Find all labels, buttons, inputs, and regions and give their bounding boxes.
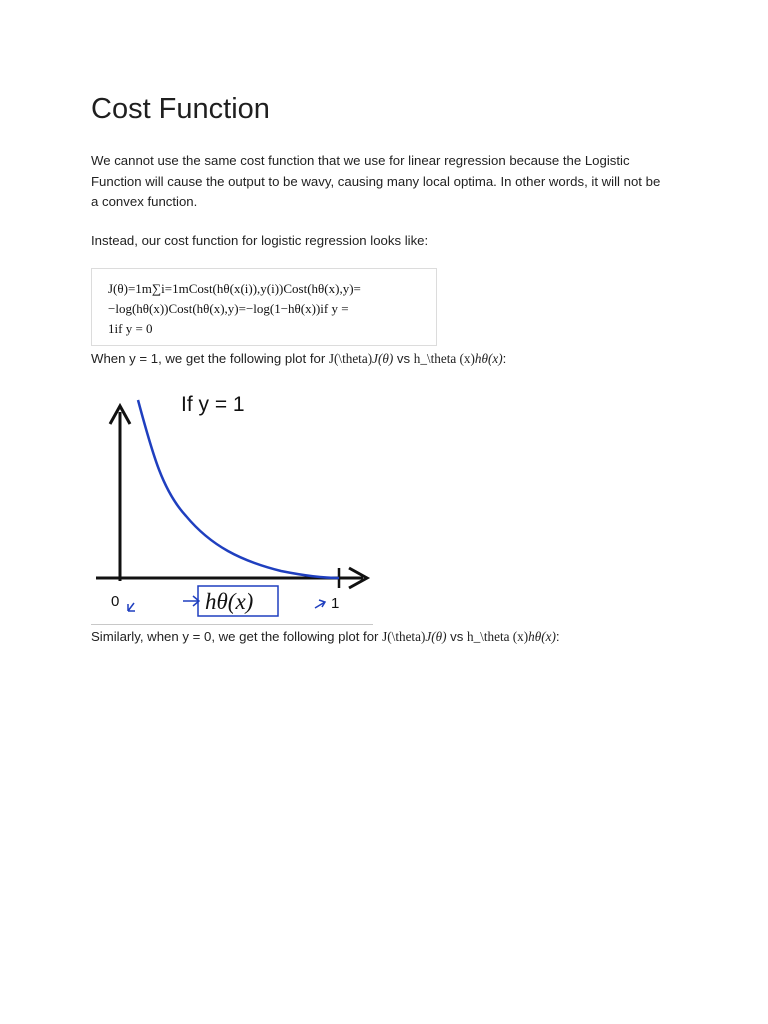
plot-bottom-divider — [91, 624, 373, 625]
paragraph-convexity: We cannot use the same cost function that we use for linear regression because the Logistic Function will cause the output to be wavy, causing many local optima. In other words, it will not be a convex function. — [91, 153, 661, 209]
text-prefix: When y = 1, we get the following plot for — [91, 351, 329, 366]
formula-line-1: J(θ)=1m∑i=1mCost(hθ(x(i)),y(i))Cost(hθ(x),y)= — [108, 281, 361, 296]
formula-line-2: −log(hθ(x))Cost(hθ(x),y)=−log(1−hθ(x))if y = — [108, 301, 349, 316]
hand-arrow-label-icon — [183, 596, 199, 606]
tick-label-one: 1 — [331, 595, 340, 612]
hand-arrow-zero-icon — [128, 603, 135, 611]
paragraph-plot-y1 — [91, 349, 666, 370]
raw-latex-j-theta: J(\theta) — [328, 351, 373, 366]
text-prefix: Similarly, when y = 0, we get the following plot for — [91, 629, 383, 644]
paragraph-plot-y0 — [91, 627, 666, 648]
page-title: Cost Function — [91, 93, 270, 125]
raw-latex-h-theta: h_\theta (x) — [413, 351, 475, 366]
math-h-theta: hθ(x) — [474, 351, 503, 366]
text-vs: vs — [393, 351, 414, 366]
hand-arrow-one-icon — [315, 600, 325, 608]
raw-latex-j-theta: J(\theta) — [382, 629, 426, 644]
cost-plot-y1 — [91, 386, 373, 624]
tick-label-zero: 0 — [111, 593, 120, 610]
text-colon: : — [555, 629, 560, 644]
x-axis-label: hθ(x) — [205, 589, 254, 614]
cost-formula-box — [91, 268, 437, 346]
math-j-theta: J(θ) — [372, 351, 394, 366]
plot-title: If y = 1 — [181, 393, 245, 416]
text-colon: : — [502, 351, 507, 366]
math-h-theta: hθ(x) — [528, 629, 556, 644]
formula-line-3: 1if y = 0 — [108, 321, 153, 336]
math-j-theta: J(θ) — [425, 629, 447, 644]
raw-latex-h-theta: h_\theta (x) — [466, 629, 529, 644]
paragraph-cost-intro: Instead, our cost function for logistic regression looks like: — [91, 233, 429, 248]
text-vs: vs — [446, 629, 467, 644]
cost-curve — [138, 400, 339, 578]
